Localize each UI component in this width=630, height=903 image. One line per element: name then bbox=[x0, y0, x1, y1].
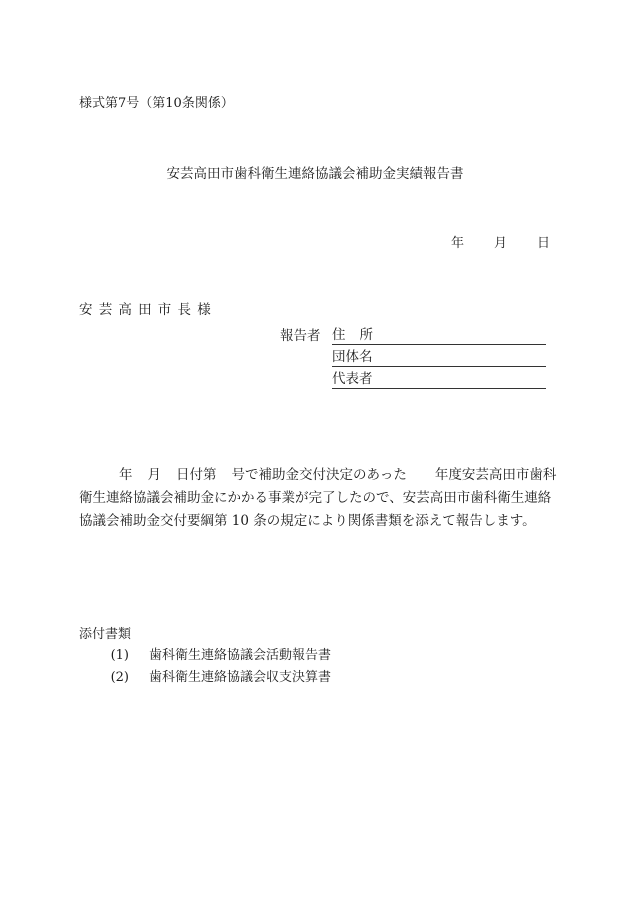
body-line-3: 協議会補助金交付要綱第 10 条の規定により関係書類を添えて報告します。 bbox=[79, 513, 536, 529]
form-number: 様式第7号（第10条関係） bbox=[79, 96, 234, 111]
body-line-2: 衛生連絡協議会補助金にかかる事業が完了したので、安芸高田市歯科衛生連絡 bbox=[79, 490, 552, 506]
reporter-organization-field[interactable] bbox=[332, 349, 546, 367]
organization-label: 団体名 bbox=[332, 349, 373, 365]
date-month-label: 月 bbox=[493, 236, 507, 251]
attachment-number: (1) bbox=[110, 648, 129, 663]
attachment-number: (2) bbox=[110, 670, 129, 685]
reporter-representative-field[interactable] bbox=[332, 371, 546, 389]
reporter-label: 報告者 bbox=[280, 328, 321, 344]
addressee: 安芸高田市長様 bbox=[79, 302, 217, 318]
body-fiscal-year: 年度安芸高田市歯科 bbox=[434, 467, 557, 483]
date-day-label: 日 bbox=[536, 236, 550, 251]
reporter-address-field[interactable] bbox=[332, 327, 546, 345]
attachment-label: 歯科衛生連絡協議会収支決算書 bbox=[149, 670, 332, 685]
address-label-part2: 所 bbox=[359, 327, 373, 343]
body-line-1 bbox=[79, 464, 557, 487]
date-line bbox=[451, 236, 550, 252]
attachment-label: 歯科衛生連絡協議会活動報告書 bbox=[149, 648, 332, 663]
body-month: 月 bbox=[147, 467, 161, 483]
attachment-item bbox=[79, 648, 331, 664]
report-body-paragraph bbox=[79, 464, 557, 533]
attachments-title: 添付書類 bbox=[79, 627, 132, 642]
attachment-item bbox=[79, 670, 331, 686]
body-number-suffix: 号で補助金交付決定のあった bbox=[231, 467, 407, 483]
address-label-part1: 住 bbox=[332, 327, 346, 343]
document-title: 安芸高田市歯科衛生連絡協議会補助金実績報告書 bbox=[166, 166, 464, 182]
date-year-label: 年 bbox=[450, 236, 464, 251]
body-day-prefix: 日付第 bbox=[176, 467, 217, 483]
representative-label: 代表者 bbox=[332, 371, 373, 387]
body-year: 年 bbox=[119, 467, 133, 483]
